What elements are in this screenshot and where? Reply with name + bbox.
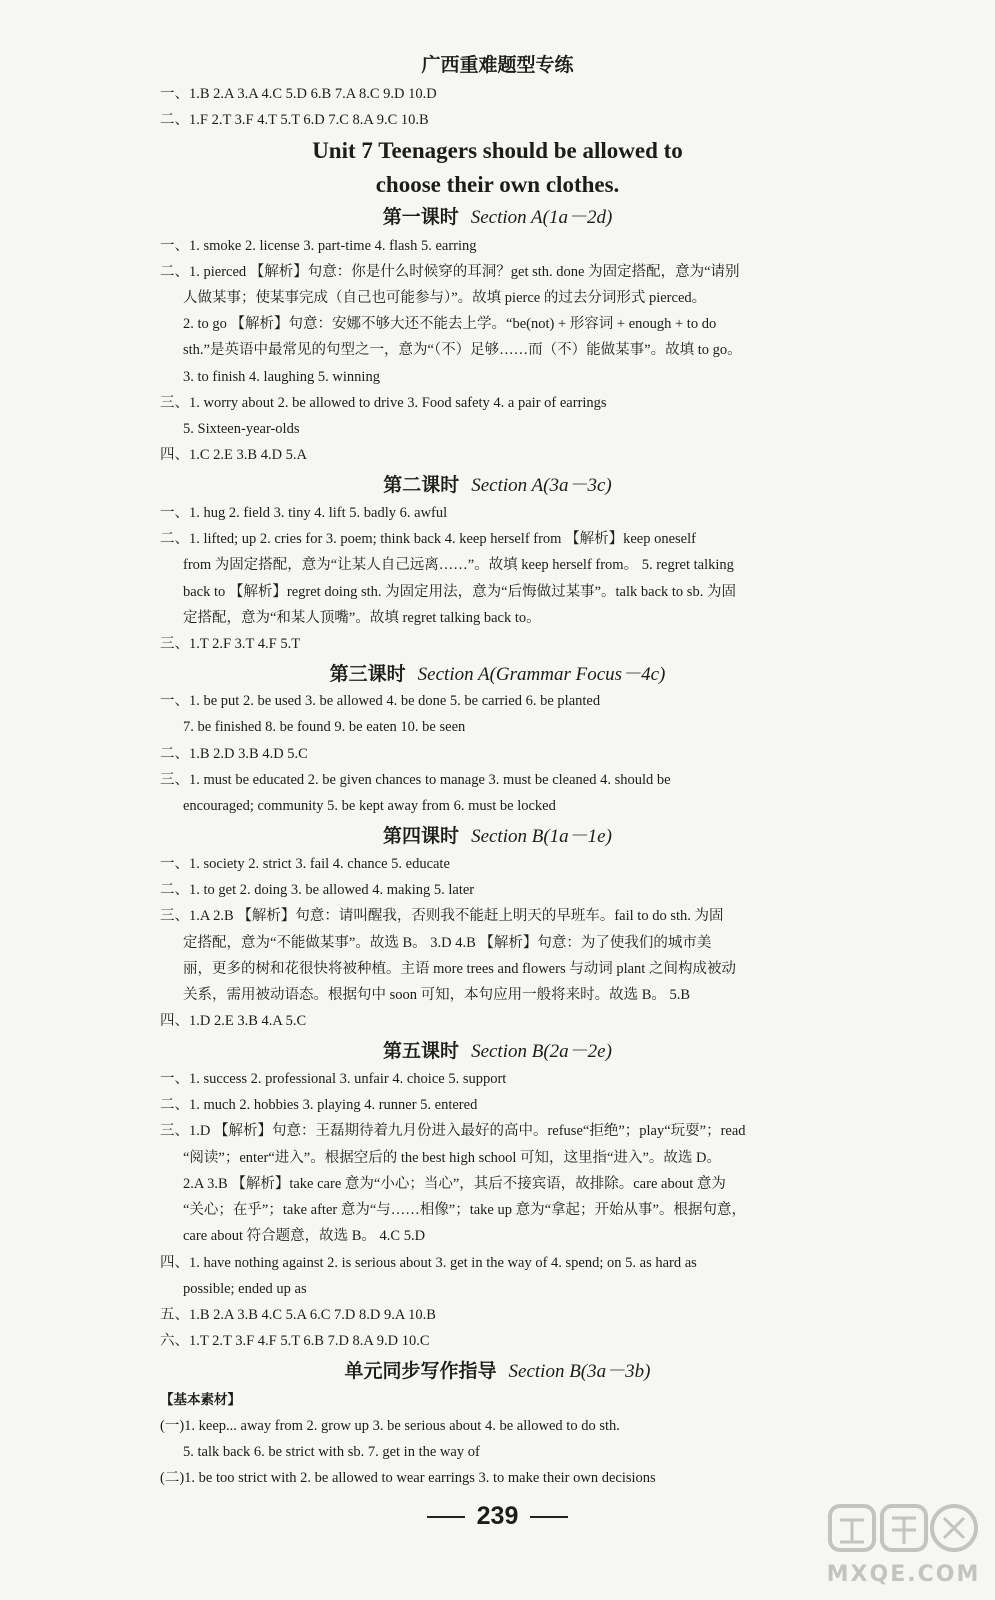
answer-line: 四、1.D 2.E 3.B 4.A 5.C [160,1013,307,1029]
answer-line: 三、1.A 2.B 【解析】句意：请叫醒我，否则我不能赶上明天的早班车。fail to do sth. 为固 [160,908,724,924]
answer-line: 一、1. hug 2. field 3. tiny 4. lift 5. badly 6. awful [160,505,448,521]
answer-line: 7. be finished 8. be found 9. be eaten 10. be seen [183,719,466,735]
answer-line: 三、1.T 2.F 3.T 4.F 5.T [160,636,301,652]
answer-line: 定搭配，意为“不能做某事”。故选 B。 3.D 4.B 【解析】句意：为了使我们的城市美 [183,935,712,951]
answer-line: 三、1. must be educated 2. be given chances to manage 3. must be cleaned 4. should be [160,772,671,788]
page-number-dash-right [530,1516,568,1518]
answer-line: 一、1.B 2.A 3.A 4.C 5.D 6.B 7.A 8.C 9.D 10.D [160,86,437,102]
unit-title-line2: choose their own clothes. [375,172,620,197]
answer-line: 5. talk back 6. be strict with sb. 7. get in the way of [183,1444,480,1460]
answer-line: from 为固定搭配，意为“让某人自己远离……”。故填 keep herself from。 5. regret talking [183,557,734,573]
answer-line: 丽，更多的树和花很快将被种植。主语 more trees and flowers 与动词 plant 之间构成被动 [183,961,736,977]
answer-line: encouraged; community 5. be kept away from 6. must be locked [183,798,556,814]
answer-line: 二、1.F 2.T 3.F 4.T 5.T 6.D 7.C 8.A 9.C 10.B [160,112,429,128]
page-number: 239 [0,1500,995,1532]
answer-line: “阅读”；enter“进入”。根据空后的 the best high school 可知，这里指“进入”。故选 D。 [183,1150,722,1166]
answer-line: 六、1.T 2.T 3.F 4.F 5.T 6.B 7.D 8.A 9.D 10.C [160,1333,430,1349]
lesson-heading-4: 第四课时 Section B(1a－1e) [383,825,612,847]
answer-line: 四、1.C 2.E 3.B 4.D 5.A [160,447,308,463]
answer-line: 2. to go 【解析】句意：安娜不够大还不能去上学。“be(not) + 形容词 + enough + to do [183,316,717,332]
lesson-heading-2: 第二课时 Section A(3a－3c) [383,474,612,496]
answer-line: 一、1. society 2. strict 3. fail 4. chance 5. educate [160,856,450,872]
lesson-heading-writing: 单元同步写作指导 Section B(3a－3b) [344,1360,651,1382]
answer-line: 5. Sixteen-year-olds [183,421,300,437]
answer-line: “关心；在乎”；take after 意为“与……相像”；take up 意为“拿起；开始从事”。根据句意， [183,1202,746,1218]
answer-line: 四、1. have nothing against 2. is serious about 3. get in the way of 4. spend; on 5. as hard as [160,1255,697,1271]
watermark-text: MXQE.COM [826,1562,981,1587]
answer-line: 一、1. smoke 2. license 3. part-time 4. flash 5. earring [160,238,477,254]
answer-line: sth.”是英语中最常见的句型之一，意为“（不）足够……而（不）能做某事”。故填 to go。 [183,342,742,358]
answer-line: 一、1. be put 2. be used 3. be allowed 4. be done 5. be carried 6. be planted [160,693,601,709]
answer-line: 二、1. much 2. hobbies 3. playing 4. runner 5. entered [160,1097,478,1113]
watermark-icon [826,1500,981,1558]
answer-line: 五、1.B 2.A 3.B 4.C 5.A 6.C 7.D 8.D 9.A 10.B [160,1307,436,1323]
answer-line: back to 【解析】regret doing sth. 为固定用法，意为“后悔做过某事”。talk back to sb. 为固 [183,584,736,600]
answer-line: 二、1. to get 2. doing 3. be allowed 4. making 5. later [160,882,475,898]
answer-line: 三、1. worry about 2. be allowed to drive 3. Food safety 4. a pair of earrings [160,395,607,411]
answer-line: 二、1. pierced 【解析】句意：你是什么时候穿的耳洞？get sth. done 为固定搭配，意为“请别 [160,264,740,280]
lesson-heading-3: 第三课时 Section A(Grammar Focus－4c) [329,663,666,685]
page-number-dash-left [427,1516,465,1518]
answer-line: 三、1.D 【解析】句意：王磊期待着九月份进入最好的高中。refuse“拒绝”；play“玩耍”；read [160,1123,746,1139]
lesson-heading-5: 第五课时 Section B(2a－2e) [383,1040,612,1062]
answer-line: 一、1. success 2. professional 3. unfair 4. choice 5. support [160,1071,507,1087]
answer-line: possible; ended up as [183,1281,307,1297]
answer-line: 定搭配，意为“和某人顶嘴”。故填 regret talking back to。 [183,610,541,626]
answer-line: 二、1.B 2.D 3.B 4.D 5.C [160,746,308,762]
answer-line: 人做某事；使某事完成（自己也可能参与）”。故填 pierce 的过去分词形式 pierced。 [183,290,707,306]
lesson-heading-1: 第一课时 Section A(1a－2d) [382,206,613,228]
unit-title-line1: Unit 7 Teenagers should be allowed to [312,138,683,163]
section-title-guangxi: 广西重难题型专练 [421,54,574,76]
answer-line: 2.A 3.B 【解析】take care 意为“小心；当心”，其后不接宾语，故排除。care about 意为 [183,1176,726,1192]
answer-line: 3. to finish 4. laughing 5. winning [183,369,380,385]
answer-line: 二、1. lifted; up 2. cries for 3. poem; think back 4. keep herself from 【解析】keep oneself [160,531,696,547]
basic-material-label: 【基本素材】 [160,1392,241,1408]
answer-line: 关系，需用被动语态。根据句中 soon 可知，本句应用一般将来时。故选 B。 5.B [183,987,691,1003]
watermark-logo [826,1500,981,1588]
answer-line: care about 符合题意，故选 B。 4.C 5.D [183,1228,426,1244]
answer-line: (二)1. be too strict with 2. be allowed to wear earrings 3. to make their own decisions [160,1470,656,1486]
answer-line: (一)1. keep... away from 2. grow up 3. be serious about 4. be allowed to do sth. [160,1418,620,1434]
